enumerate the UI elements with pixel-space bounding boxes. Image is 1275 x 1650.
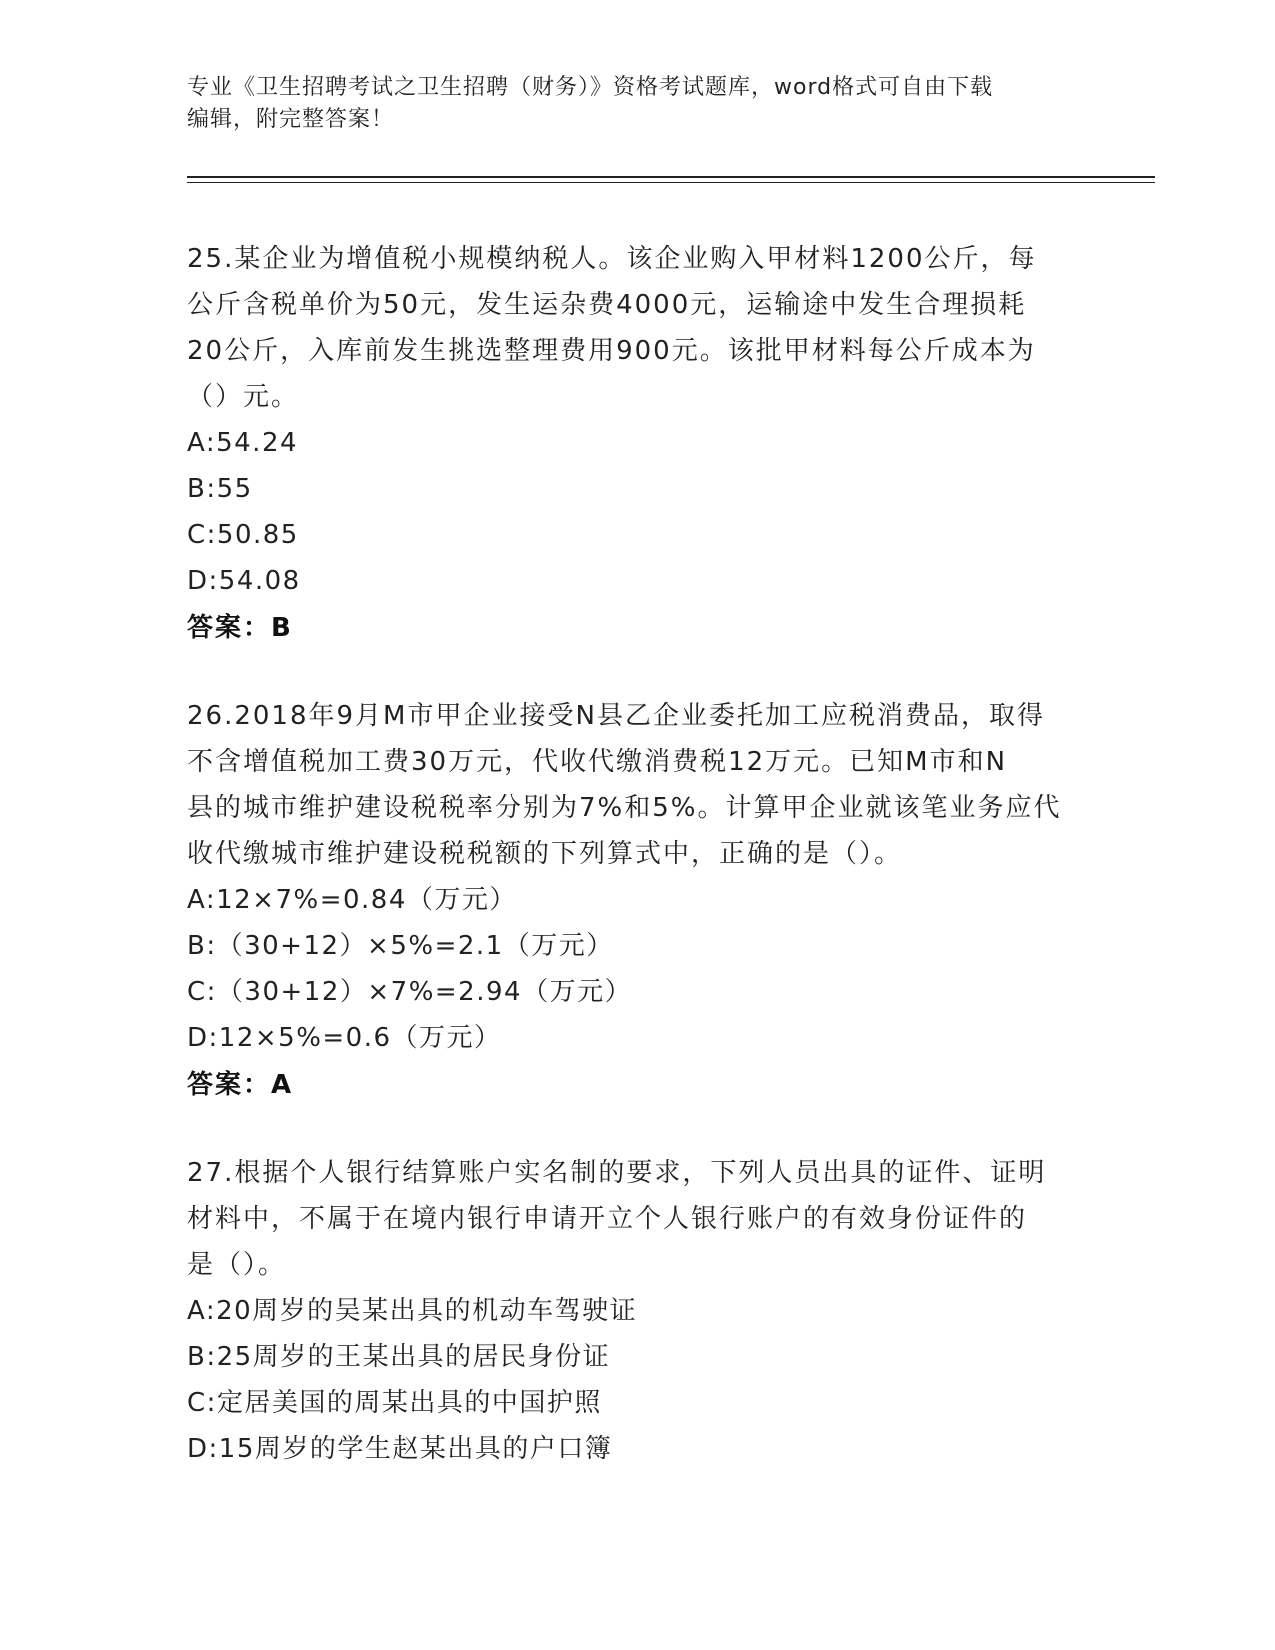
question-stem-line: 27.根据个人银行结算账户实名制的要求，下列人员出具的证件、证明 [187, 1158, 1047, 1188]
question-stem-line: （）元。 [187, 382, 300, 412]
option-a: A:12×7%=0.84（万元） [187, 885, 517, 915]
answer-line: 答案：B [187, 613, 293, 643]
option-d: D:12×5%=0.6（万元） [187, 1023, 502, 1053]
question-stem-line: 是（）。 [187, 1250, 287, 1280]
question-stem-line: 25.某企业为增值税小规模纳税人。该企业购入甲材料1200公斤，每 [187, 244, 1037, 274]
question-stem-line: 材料中，不属于在境内银行申请开立个人银行账户的有效身份证件的 [187, 1204, 1028, 1234]
option-list [187, 420, 1087, 604]
option-d: D:54.08 [187, 566, 301, 596]
question-26 [187, 693, 1087, 1109]
option-list [187, 1288, 1087, 1472]
question-stem [187, 693, 1087, 877]
question-stem-line: 县的城市维护建设税税率分别为7%和5%。计算甲企业就该笔业务应代 [187, 793, 1062, 823]
option-d: D:15周岁的学生赵某出具的户口簿 [187, 1434, 613, 1464]
question-stem-line: 收代缴城市维护建设税税额的下列算式中，正确的是（）。 [187, 839, 903, 869]
question-25 [187, 236, 1087, 652]
question-stem-line: 不含增值税加工费30万元，代收代缴消费税12万元。已知M市和N [187, 747, 1008, 777]
question-stem [187, 236, 1087, 420]
question-stem-line: 20公斤，入库前发生挑选整理费用900元。该批甲材料每公斤成本为 [187, 336, 1036, 366]
question-stem-line: 26.2018年9月M市甲企业接受N县乙企业委托加工应税消费品，取得 [187, 701, 1045, 731]
option-list [187, 877, 1087, 1061]
option-b: B:25周岁的王某出具的居民身份证 [187, 1342, 611, 1372]
header-divider-thick [187, 176, 1155, 178]
question-27 [187, 1150, 1087, 1472]
question-stem [187, 1150, 1087, 1288]
option-b: B:55 [187, 474, 253, 504]
answer-line: 答案：A [187, 1070, 294, 1100]
header-line-2: 编辑，附完整答案！ [187, 107, 395, 132]
question-stem-line: 公斤含税单价为50元，发生运杂费4000元，运输途中发生合理损耗 [187, 290, 1027, 320]
option-c: C:50.85 [187, 520, 299, 550]
header-line-1: 专业《卫生招聘考试之卫生招聘（财务）》资格考试题库，word格式可自由下载 [187, 75, 994, 100]
header-divider-thin [187, 182, 1155, 183]
document-header [187, 72, 1087, 136]
option-a: A:20周岁的吴某出具的机动车驾驶证 [187, 1296, 638, 1326]
option-c: C:（30+12）×7%=2.94（万元） [187, 977, 633, 1007]
option-a: A:54.24 [187, 428, 299, 458]
option-c: C:定居美国的周某出具的中国护照 [187, 1388, 602, 1418]
option-b: B:（30+12）×5%=2.1（万元） [187, 931, 614, 961]
